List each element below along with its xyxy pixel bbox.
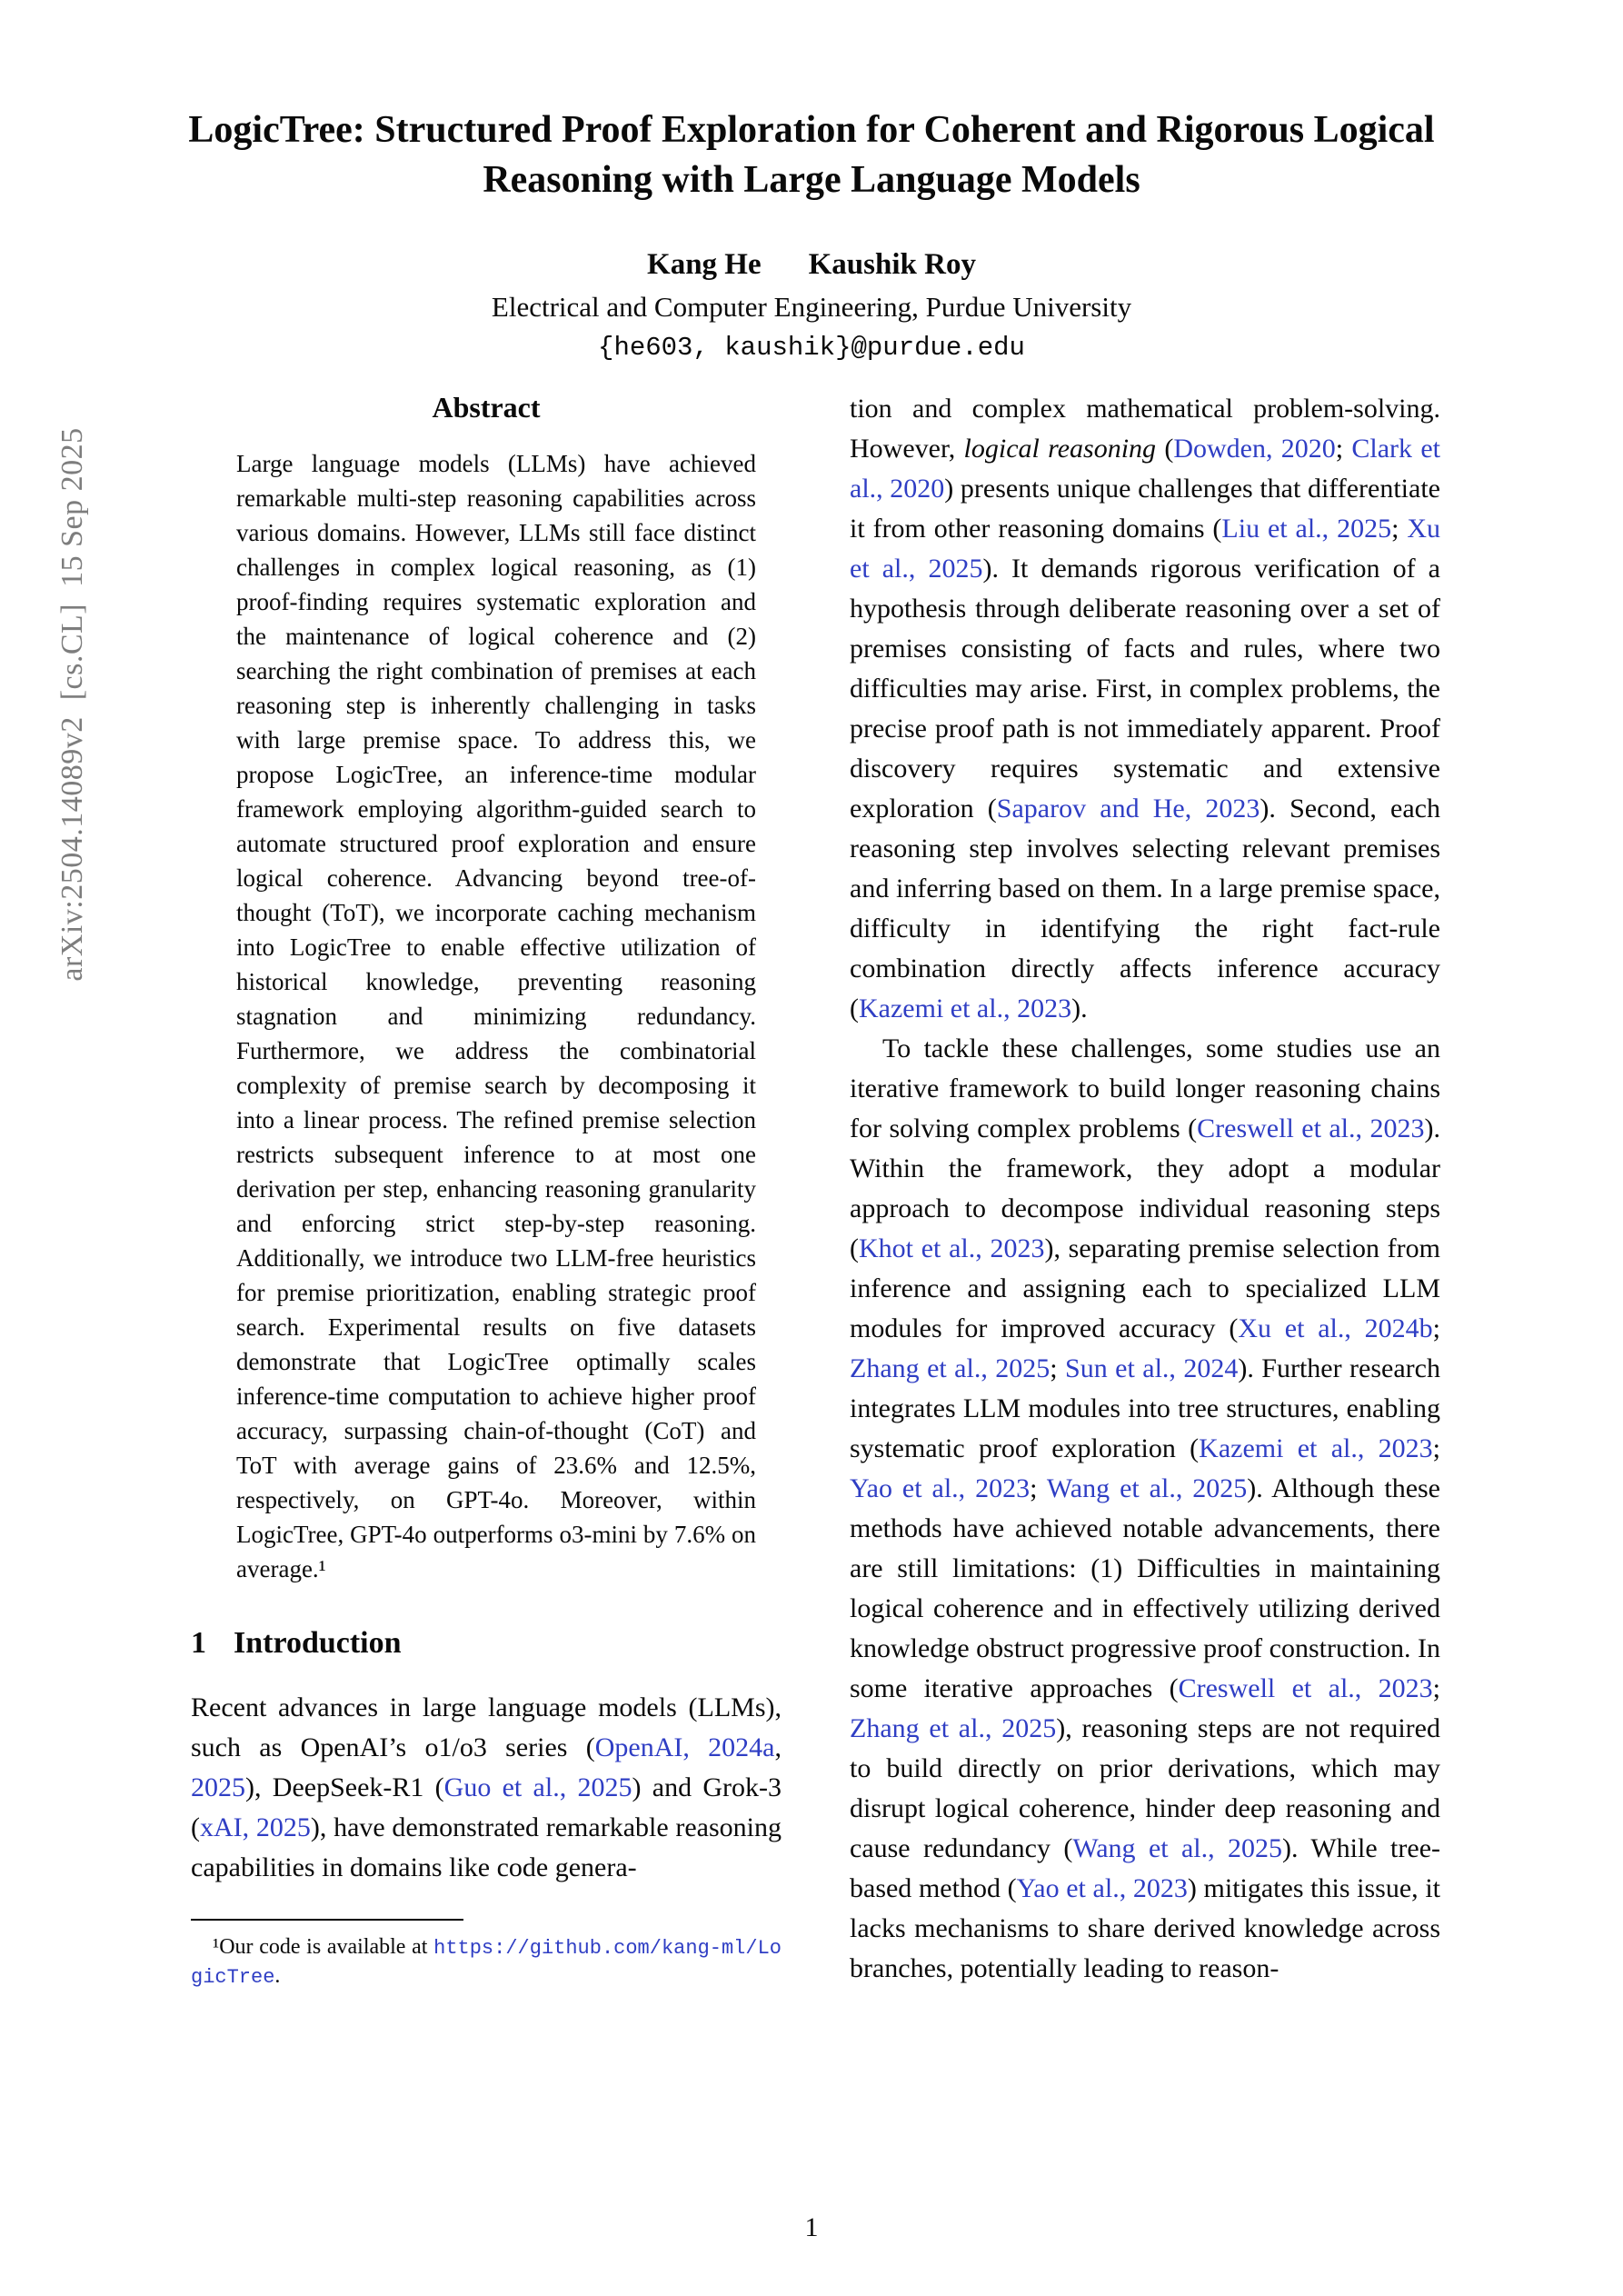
url-link[interactable]: https://github.com/kang-ml/LogicTree <box>191 1937 782 1989</box>
text-run: ), have demonstrated remarkable reasoning capabilities in domains like code genera- <box>191 1812 782 1882</box>
text-run: ). While tree-based method ( <box>850 1833 1440 1903</box>
footnote-rule <box>191 1919 463 1921</box>
paper-header <box>0 0 1623 363</box>
affiliation: Electrical and Computer Engineering, Purdue University <box>491 290 1132 323</box>
text-run: tion and complex mathematical problem-solving. However, <box>850 394 1440 464</box>
section-number: 1 <box>191 1626 206 1660</box>
two-column-layout <box>191 389 1440 1992</box>
italic-text: logical reasoning <box>963 434 1157 464</box>
citation-link[interactable]: Yao et al., 2023 <box>850 1473 1031 1503</box>
text-run: ), reasoning steps are not required to build directly on prior derivations, which may disrupt logical coherence, hinder deep reasoning and cause redundancy ( <box>850 1713 1440 1863</box>
citation-link[interactable]: Xu et al., 2024b <box>1238 1313 1433 1343</box>
text-run: ; <box>1432 1673 1440 1703</box>
citation-link[interactable]: Clark et al., 2020 <box>850 434 1440 504</box>
text-run: ) mitigates this issue, it lacks mechanisms to share derived knowledge across branches, potentially leading to reason- <box>850 1873 1440 1983</box>
citation-link[interactable]: Kazemi et al., 2023 <box>859 993 1072 1023</box>
citation-link[interactable]: Saparov and He, 2023 <box>996 794 1260 824</box>
text-run: Recent advances in large language models (LLMs), such as OpenAI’s o1/o3 series ( <box>191 1692 782 1762</box>
text-run: ). Although these methods have achieved notable advancements, there are still limitations: (1) Difficulties in maintaining logical coherence and in effectively utilizing derived knowledge obstruct progressive proof construction. In some iterative approaches ( <box>850 1473 1440 1703</box>
citation-link[interactable]: Zhang et al., 2025 <box>850 1713 1057 1743</box>
text-run: To tackle these challenges, some studies use an iterative framework to build longer reasoning chains for solving complex problems ( <box>850 1033 1440 1143</box>
text-run: ) presents unique challenges that differentiate it from other reasoning domains ( <box>850 474 1440 544</box>
abstract-heading: Abstract <box>432 391 541 424</box>
text-run: ; <box>1432 1433 1440 1463</box>
text-run: ; <box>1432 1313 1440 1343</box>
text-run: ). Within the framework, they adopt a modular approach to decompose individual reasoning steps ( <box>850 1113 1440 1263</box>
footnote-area <box>191 1919 782 1992</box>
email-address: {he603, kaushik}@purdue.edu <box>598 332 1025 363</box>
author-name: Kang He <box>647 247 762 281</box>
text-run: ; <box>1391 514 1408 544</box>
text-run: ), DeepSeek-R1 ( <box>245 1772 444 1802</box>
body-paragraph <box>850 389 1440 1029</box>
citation-link[interactable]: Guo et al., 2025 <box>443 1772 632 1802</box>
left-column <box>191 389 782 1992</box>
page-number: 1 <box>804 2212 819 2242</box>
footnote <box>191 1933 782 1992</box>
right-column <box>850 389 1440 1992</box>
citation-link[interactable]: Zhang et al., 2025 <box>850 1353 1050 1383</box>
citation-link[interactable]: Kazemi et al., 2023 <box>1199 1433 1433 1463</box>
section-title: Introduction <box>234 1626 402 1660</box>
citation-link[interactable]: xAI, 2025 <box>200 1812 311 1842</box>
text-run: ), separating premise selection from inference and assigning each to specialized LLM modules for improved accuracy ( <box>850 1233 1440 1343</box>
citation-link[interactable]: OpenAI, 2024a <box>594 1732 775 1762</box>
text-run: ; <box>1335 434 1352 464</box>
section-heading-introduction <box>191 1626 782 1661</box>
citation-link[interactable]: Creswell et al., 2023 <box>1197 1113 1425 1143</box>
citation-link[interactable]: Wang et al., 2025 <box>1072 1833 1283 1863</box>
citation-link[interactable]: Yao et al., 2023 <box>1016 1873 1188 1903</box>
intro-paragraph <box>191 1688 782 1888</box>
arxiv-watermark: arXiv:2504.14089v2 [cs.CL] 15 Sep 2025 <box>55 427 89 982</box>
citation-link[interactable]: Khot et al., 2023 <box>859 1233 1045 1263</box>
text-run: ¹Our code is available at <box>213 1935 434 1959</box>
text-run: ( <box>1156 434 1174 464</box>
citation-link[interactable]: Sun et al., 2024 <box>1065 1353 1239 1383</box>
citation-link[interactable]: Liu et al., 2025 <box>1221 514 1392 544</box>
abstract-body: Large language models (LLMs) have achieved remarkable multi-step reasoning capabilities across various domains. However, LLMs still face distinct challenges in complex logical reasoning, as (1) proof-finding requires systematic exploration and the maintenance of logical coherence and (2) searching the right combination of premises at each reasoning step is inherently challenging in tasks with large premise space. To address this, we propose LogicTree, an inference-time modular framework employing algorithm-guided search to automate structured proof exploration and ensure logical coherence. Advancing beyond tree-of-thought (ToT), we incorporate caching mechanism into LogicTree to enable effective utilization of historical knowledge, preventing reasoning stagnation and minimizing redundancy. Furthermore, we address the combinatorial complexity of premise search by decomposing it into a linear process. The refined premise selection restricts subsequent inference to at most one derivation per step, enhancing reasoning granularity and enforcing strict step-by-step reasoning. Additionally, we introduce two LLM-free heuristics for premise prioritization, enabling strategic proof search. Experimental results on five datasets demonstrate that LogicTree optimally scales inference-time computation to achieve higher proof accuracy, surpassing chain-of-thought (CoT) and ToT with average gains of 23.6% and 12.5%, respectively, on GPT-4o. Moreover, within LogicTree, GPT-4o outperforms o3-mini by 7.6% on average.¹ <box>236 450 756 1582</box>
author-name: Kaushik Roy <box>808 247 976 281</box>
text-run: , <box>774 1732 782 1762</box>
text-run: ). Further research integrates LLM modules into tree structures, enabling systematic proof exploration ( <box>850 1353 1440 1463</box>
text-run: . <box>274 1964 281 1988</box>
body-paragraph <box>850 1029 1440 1989</box>
text-run: ; <box>1030 1473 1047 1503</box>
text-run: ). It demands rigorous verification of a hypothesis through deliberate reasoning over a set of premises consisting of facts and rules, where two difficulties may arise. First, in complex problems, the precise proof path is not immediately apparent. Proof discovery requires systematic and extensive exploration ( <box>850 554 1440 824</box>
paper-title: LogicTree: Structured Proof Exploration for Coherent and Rigorous Logical Reasoning with Large Language Models <box>188 109 1435 202</box>
citation-link[interactable]: Creswell et al., 2023 <box>1178 1673 1433 1703</box>
citation-link[interactable]: Xu et al., 2025 <box>850 514 1440 584</box>
citation-link[interactable]: Dowden, 2020 <box>1173 434 1336 464</box>
text-run: ; <box>1050 1353 1066 1383</box>
citation-link[interactable]: Wang et al., 2025 <box>1046 1473 1248 1503</box>
text-run: ). Second, each reasoning step involves selecting relevant premises and inferring based on them. In a large premise space, difficulty in identifying the right fact-rule combination directly affects inference accuracy ( <box>850 794 1440 1023</box>
citation-link[interactable]: 2025 <box>191 1772 245 1802</box>
author-row <box>0 248 1623 282</box>
text-run: ). <box>1071 993 1088 1023</box>
text-run: ) and Grok-3 ( <box>191 1772 782 1842</box>
